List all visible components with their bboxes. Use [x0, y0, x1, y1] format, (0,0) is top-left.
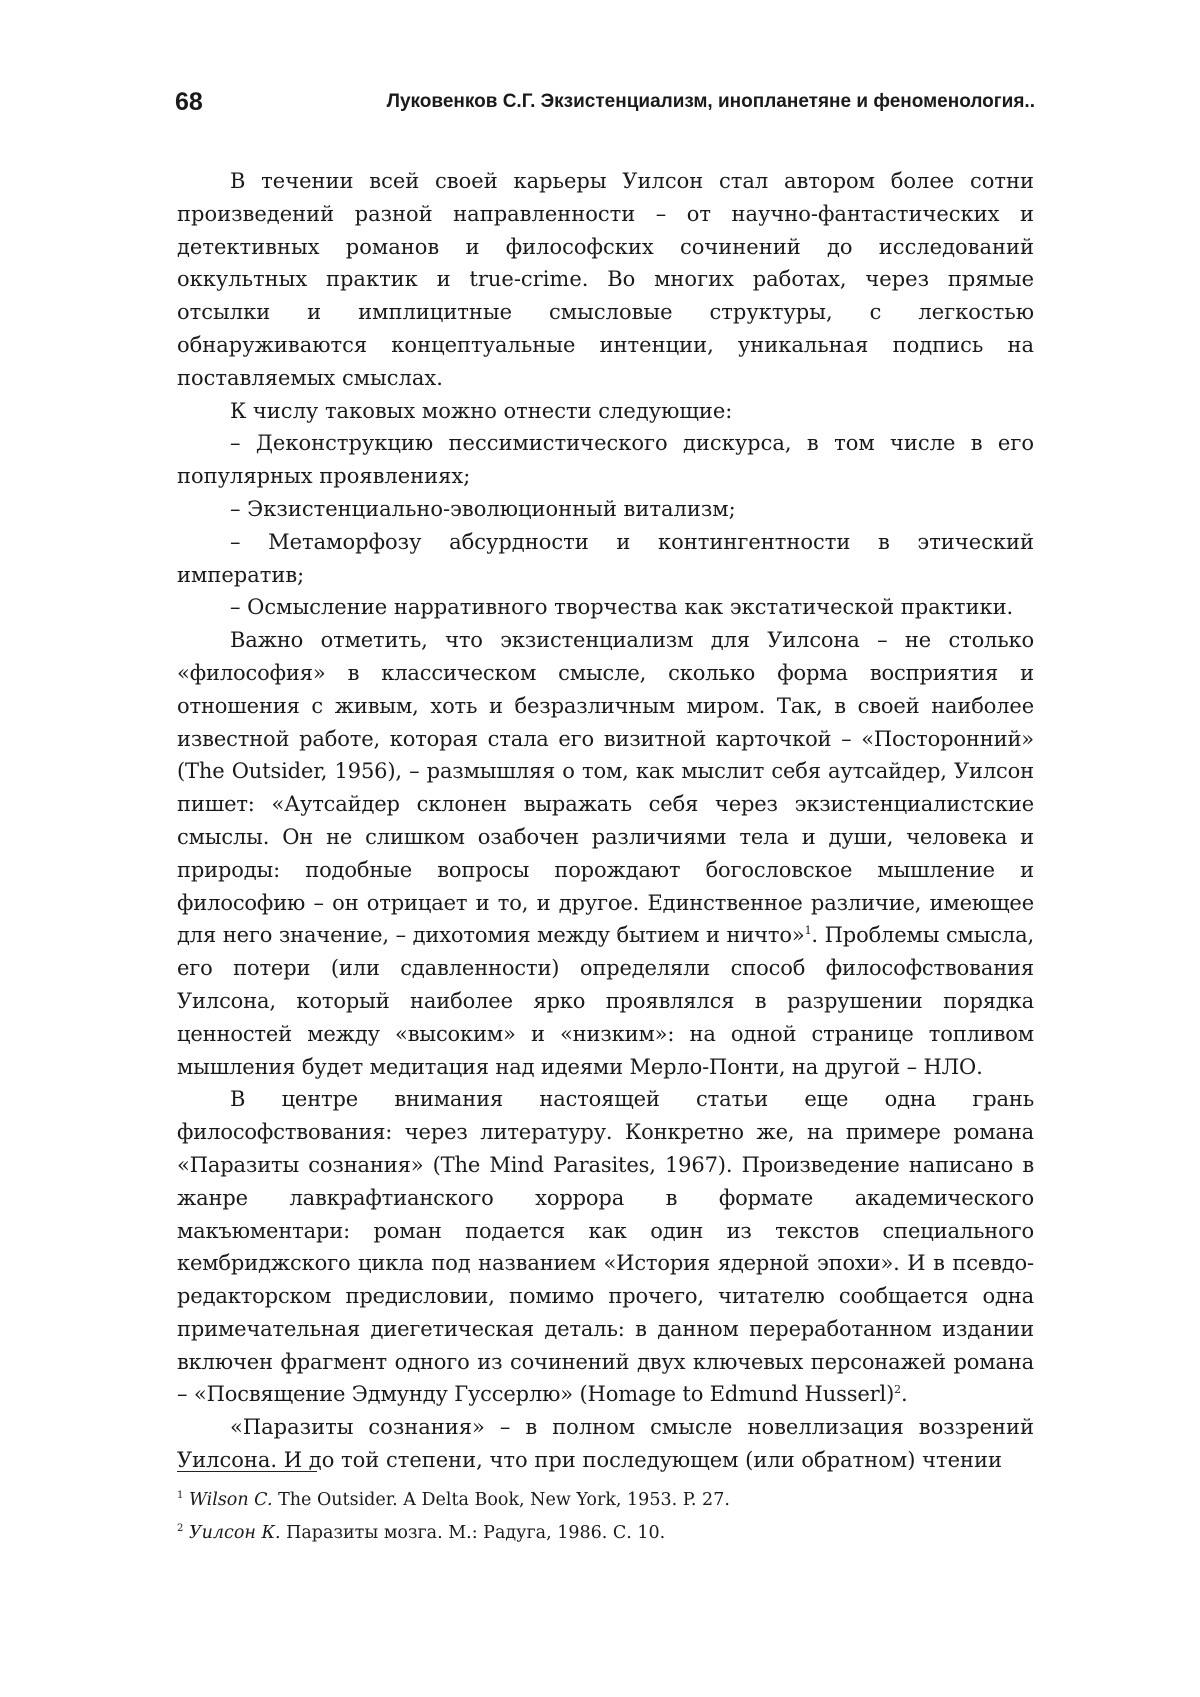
page-header: [175, 84, 1035, 120]
paragraph-4-text: В центре внимания настоящей статьи еще одна грань философствования: через литературу. Конкретно же, на примере романа «Паразиты сознания» (The Mind Parasites, 1967). Произведение написано в жанре лавкрафтианского хоррора в формате академического макъюментари: роман подается как один из текстов специального кембриджского цикла под названием «История ядерной эпохи». И в псевдо-редакторском предисловии, помимо прочего, читателю сообщается одна примечательная диегетическая деталь: в данном переработанном издании включен фрагмент одного из сочинений двух ключевых персонажей романа – «Посвящение Эдмунду Гуссерлю» (Homage to Edmund Husserl): [177, 1087, 1034, 1406]
footnote-mark: 1: [177, 1490, 183, 1501]
running-title: Луковенков С.Г. Экзистенциализм, инопланетяне и феноменология..: [387, 84, 1035, 120]
paragraph-4: [177, 1083, 1034, 1411]
paragraph-3: [177, 624, 1034, 1083]
page-number: 68: [175, 84, 203, 120]
paragraph-2: К числу таковых можно отнести следующие:: [177, 395, 1034, 428]
footnote-author: Уилсон К.: [189, 1523, 281, 1543]
paragraph-4-text-cont: .: [901, 1382, 908, 1406]
footnote-2: [177, 1517, 1034, 1550]
footnote-mark: 2: [177, 1523, 183, 1534]
footnote-divider: [177, 1471, 317, 1472]
main-text: [177, 165, 1034, 1477]
paragraph-1: В течении всей своей карьеры Уилсон стал автором более сотни произведений разной направленности – от научно-фантастических и детективных романов и философских сочинений до исследований оккультных практик и true-crime. Во многих работах, через прямые отсылки и имплицитные смысловые структуры, с легкостью обнаруживаются концептуальные интенции, уникальная подпись на поставляемых смыслах.: [177, 165, 1034, 395]
footnote-text: The Outsider. A Delta Book, New York, 1953. P. 27.: [273, 1490, 730, 1510]
paragraph-5: «Паразиты сознания» – в полном смысле новеллизация воззрений Уилсона. И до той степени, что при последующем (или обратном) чтении: [177, 1411, 1034, 1477]
book-page: [0, 0, 1200, 1697]
footnote-1: [177, 1484, 1034, 1517]
list-item: – Деконструкцию пессимистического дискурса, в том числе в его популярных проявлениях;: [177, 427, 1034, 493]
paragraph-3-text: Важно отметить, что экзистенциализм для Уилсона – не столько «философия» в классическом смысле, сколько форма восприятия и отношения с живым, хоть и безразличным миром. Так, в своей наиболее известной работе, которая стала его визитной карточкой – «Посторонний» (The Outsider, 1956), – размышляя о том, как мыслит себя аутсайдер, Уилсон пишет: «Аутсайдер склонен выражать себя через экзистенциалистские смыслы. Он не слишком озабочен различиями тела и души, человека и природы: подобные вопросы порождают богословское мышление и философию – он отрицает и то, и другое. Единственное различие, имеющее для него значение, – дихотомия между бытием и ничто»: [177, 628, 1034, 947]
list-item: – Осмысление нарративного творчества как экстатической практики.: [177, 591, 1034, 624]
footnote-ref-1[interactable]: 1: [805, 924, 812, 937]
footnote-author: Wilson C.: [189, 1490, 273, 1510]
footnotes: [177, 1484, 1034, 1550]
footnote-ref-2[interactable]: 2: [894, 1383, 901, 1396]
paragraph-3-text-cont: . Проблемы смысла, его потери (или сдавленности) определяли способ философствования Уилсона, который наиболее ярко проявлялся в разрушении порядка ценностей между «высоким» и «низким»: на одной странице топливом мышления будет медитация над идеями Мерло-Понти, на другой – НЛО.: [177, 923, 1034, 1078]
footnote-text: Паразиты мозга. М.: Радуга, 1986. С. 10.: [281, 1523, 666, 1543]
list-item: – Метаморфозу абсурдности и контингентности в этический императив;: [177, 526, 1034, 592]
list-item: – Экзистенциально-эволюционный витализм;: [177, 493, 1034, 526]
